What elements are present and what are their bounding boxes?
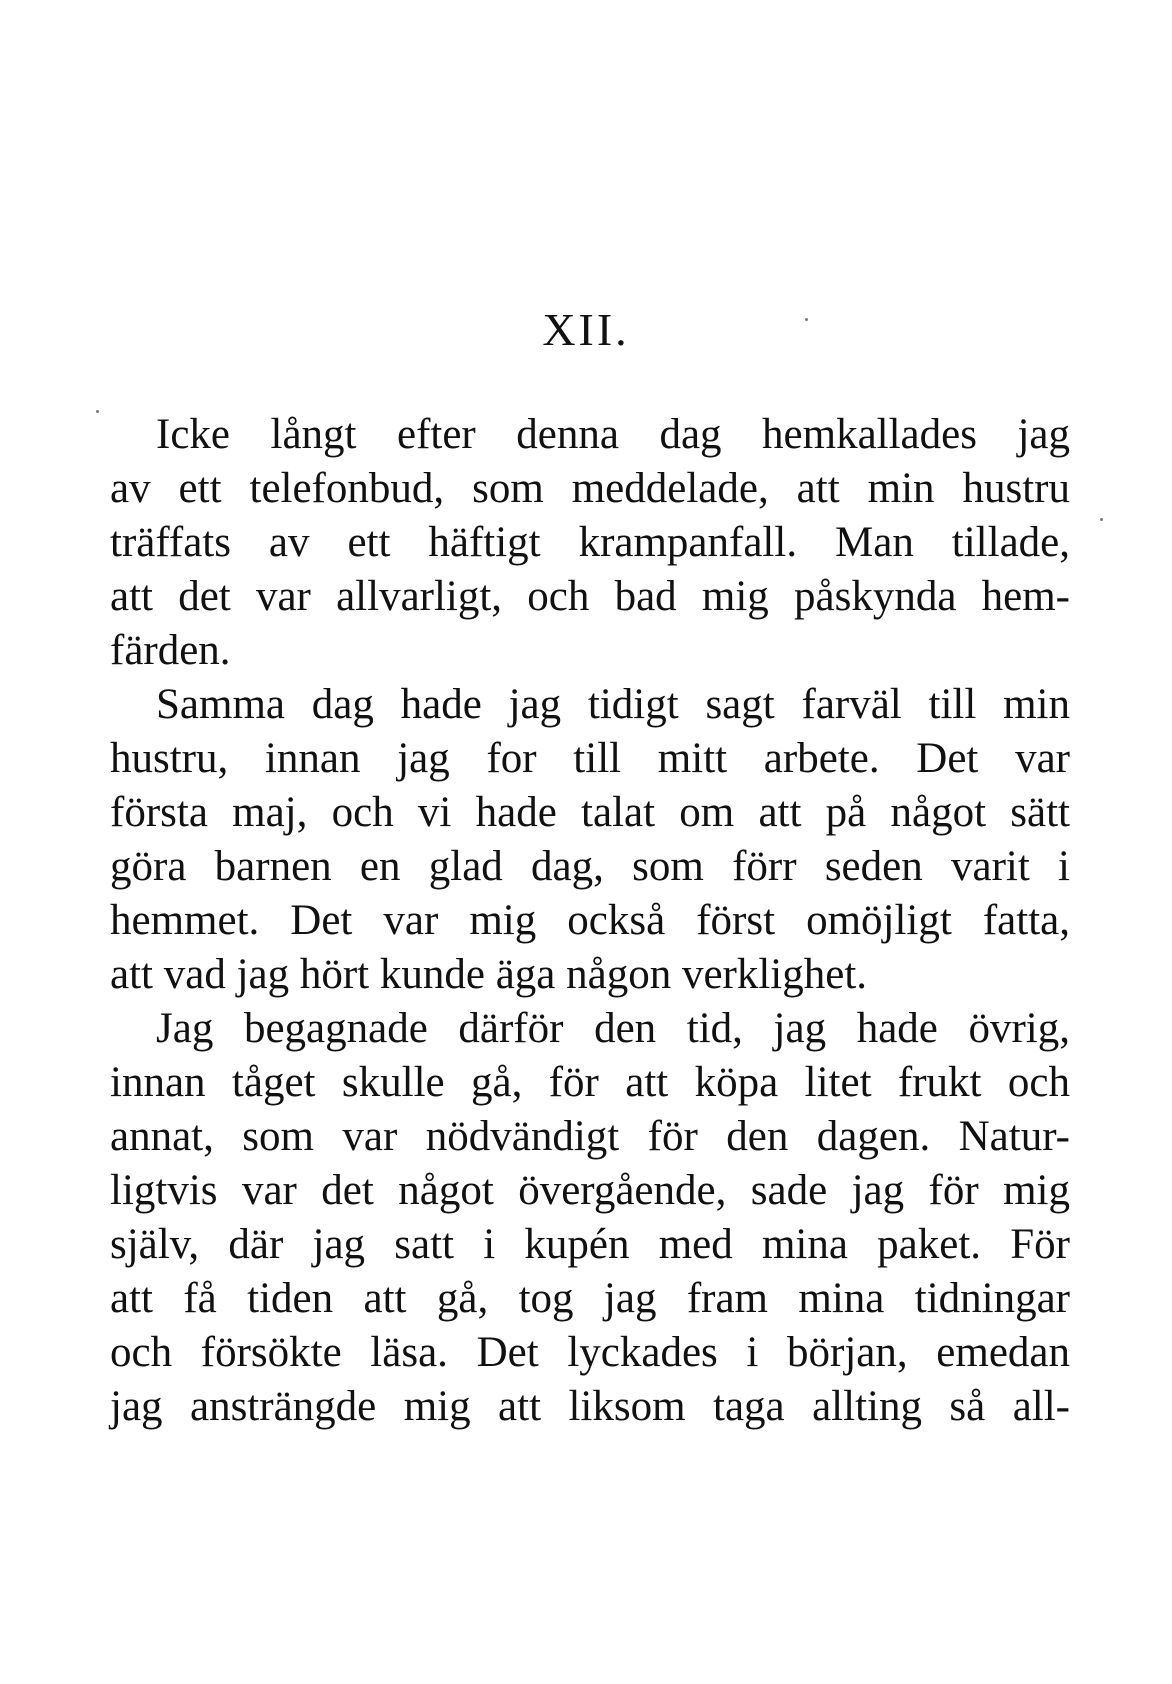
text-line: hemmet. Det var mig också först omöjligt fatta, (110, 897, 1070, 944)
text-line: jag ansträngde mig att liksom taga allting så all- (110, 1383, 1070, 1430)
text-line: hustru, innan jag for till mitt arbete. Det var (110, 735, 1070, 782)
text-line: Samma dag hade jag tidigt sagt farväl till min (156, 681, 1070, 728)
print-speck (96, 410, 99, 413)
chapter-heading: XII. (542, 304, 630, 355)
body-text (110, 408, 1070, 1434)
text-line: ligtvis var det något övergående, sade jag för mig (110, 1167, 1070, 1214)
text-line: att vad jag hört kunde äga någon verklighet. (110, 951, 868, 998)
text-line: själv, där jag satt i kupén med mina paket. För (110, 1221, 1070, 1268)
text-line: första maj, och vi hade talat om att på något sätt (110, 789, 1070, 836)
text-line: av ett telefonbud, som meddelade, att min hustru (110, 465, 1070, 512)
print-speck (1100, 518, 1103, 521)
text-line: att få tiden att gå, tog jag fram mina tidningar (110, 1275, 1070, 1322)
text-line: att det var allvarligt, och bad mig påskynda hem- (110, 573, 1070, 620)
paragraph-1 (110, 408, 1070, 678)
text-line: innan tåget skulle gå, för att köpa litet frukt och (110, 1059, 1070, 1106)
text-line: färden. (110, 627, 231, 674)
paragraph-2 (110, 678, 1070, 1002)
text-line: göra barnen en glad dag, som förr seden varit i (110, 843, 1070, 890)
text-line: och försökte läsa. Det lyckades i början, emedan (110, 1329, 1070, 1376)
text-line: Jag begagnade därför den tid, jag hade övrig, (156, 1005, 1070, 1052)
paragraph-3 (110, 1002, 1070, 1434)
text-line: Icke långt efter denna dag hemkallades jag (156, 411, 1070, 458)
text-line: annat, som var nödvändigt för den dagen. Natur- (110, 1113, 1070, 1160)
text-line: träffats av ett häftigt krampanfall. Man tillade, (110, 519, 1070, 566)
